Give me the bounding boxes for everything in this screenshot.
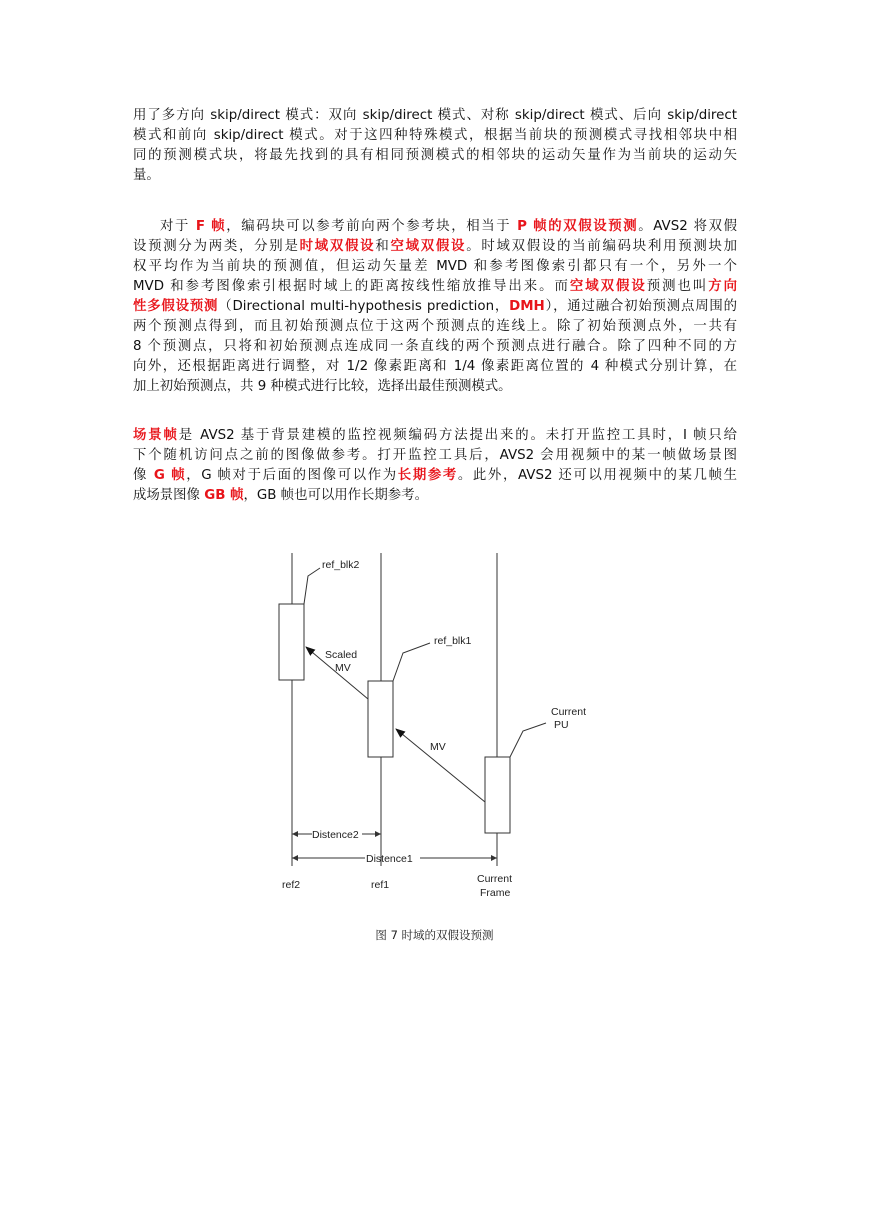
text-run: ），通过融合初始预测点周围的 — [544, 299, 738, 314]
text-run: 设预测分为两类，分别是 — [133, 239, 300, 254]
text-line: 模式和前向 skip/direct 模式。对于这四种特殊模式，根据当前块的预测模式寻找相邻块中相 — [133, 128, 737, 143]
highlight-f-frame: F 帧 — [195, 219, 227, 234]
highlight-gb-frame: GB 帧 — [204, 488, 244, 503]
distence2-arrow-right — [375, 831, 381, 837]
current-pu-leader — [510, 723, 546, 757]
text-run: ，G 帧对于后面的图像可以作为 — [186, 468, 398, 483]
text-run: 对于 — [160, 219, 196, 234]
highlight-spatial-dual-hypothesis: 空域双假设 — [569, 279, 647, 294]
ref1-label: ref1 — [371, 879, 390, 891]
distence1-label: Distence1 — [366, 853, 413, 865]
text-run: ，编码块可以参考前向两个参考块，相当于 — [226, 219, 518, 234]
paragraph-scene-frame — [133, 426, 737, 506]
text-run: ，GB 帧也可以用作长期参考。 — [243, 488, 428, 503]
distence1-arrow-left — [292, 855, 298, 861]
text-run: 。时域双假设的当前编码块利用预测块加 — [466, 239, 738, 254]
text-line: 量。 — [133, 168, 160, 183]
text-run: 和 — [375, 239, 391, 254]
temporal-dual-hypothesis-diagram — [270, 548, 610, 908]
text-run: 成场景图像 — [133, 488, 205, 503]
highlight-multi-hypothesis: 性多假设预测 — [133, 299, 219, 314]
text-line: 两个预测点得到，而且初始预测点位于这两个预测点的连线上。除了初始预测点外，一共有 — [133, 319, 737, 334]
text-line — [133, 486, 737, 506]
mv-label: MV — [430, 741, 446, 753]
diagram-svg — [270, 548, 610, 908]
current-frame-label-line2: Frame — [480, 887, 511, 899]
text-line — [133, 426, 737, 446]
text-line: 权平均作为当前块的预测值，但运动矢量差 MVD 和参考图像索引都只有一个，另外一个 — [133, 259, 737, 274]
distence2-label: Distence2 — [312, 829, 359, 841]
text-line: 用了多方向 skip/direct 模式：双向 skip/direct 模式、对称 skip/direct 模式、后向 skip/direct — [133, 108, 737, 123]
highlight-spatial-dual-hypothesis: 空域双假设 — [390, 239, 467, 254]
text-run: 预测也叫 — [646, 279, 709, 294]
text-run: MVD 和参考图像索引根据时域上的距离按线性缩放推导出来。而 — [133, 279, 570, 294]
text-run: 。AVS2 将双假 — [638, 219, 737, 234]
ref-blk1-leader — [393, 643, 430, 681]
text-line — [133, 217, 737, 237]
text-run: 。此外，AVS2 还可以用视频中的某几帧生 — [457, 468, 737, 483]
text-line — [133, 297, 737, 317]
ref-blk1-block — [368, 681, 393, 757]
highlight-scene-frame: 场景帧 — [133, 428, 179, 443]
paragraph-skip-direct — [133, 106, 737, 186]
highlight-directional: 方向 — [708, 279, 738, 294]
highlight-temporal-dual-hypothesis: 时域双假设 — [299, 239, 376, 254]
ref-blk1-label: ref_blk1 — [434, 635, 472, 647]
distence1-arrow-right — [491, 855, 497, 861]
text-line — [133, 277, 737, 297]
ref-blk2-leader — [304, 568, 320, 604]
paragraph-f-frame — [133, 217, 737, 397]
current-pu-block — [485, 757, 510, 833]
text-line: 8 个预测点，只将和初始预测点连成同一条直线的两个预测点进行融合。除了四种不同的方 — [133, 339, 737, 354]
text-line: 向外，还根据距离进行调整，对 1/2 像素距离和 1/4 像素距离位置的 4 种模式分别计算，在 — [133, 359, 737, 374]
mv-arrow — [396, 729, 485, 802]
text-run: （Directional multi-hypothesis prediction， — [218, 299, 510, 314]
highlight-dmh: DMH — [509, 299, 545, 314]
scaled-mv-label-line1: Scaled — [325, 649, 358, 661]
current-frame-label-line1: Current — [477, 873, 513, 885]
highlight-long-term-reference: 长期参考 — [397, 468, 458, 483]
distence2-arrow-left — [292, 831, 298, 837]
current-pu-label-line1: Current — [551, 706, 587, 718]
text-line: 加上初始预测点，共 9 种模式进行比较，选择出最佳预测模式。 — [133, 379, 512, 394]
highlight-g-frame: G 帧 — [153, 468, 187, 483]
current-pu-label-line2: PU — [554, 719, 569, 731]
text-line — [133, 237, 737, 257]
ref-blk2-label: ref_blk2 — [322, 559, 360, 571]
highlight-p-frame-dual-hypothesis: P 帧的双假设预测 — [517, 219, 639, 234]
figure-caption: 图 7 时域的双假设预测 — [375, 928, 494, 942]
text-run: 是 AVS2 基于背景建模的监控视频编码方法提出来的。未打开监控工具时，I 帧只给 — [178, 428, 738, 443]
ref-blk2-block — [279, 604, 304, 680]
text-run: 像 — [133, 468, 154, 483]
ref2-label: ref2 — [282, 879, 301, 891]
scaled-mv-label-line2: MV — [335, 662, 351, 674]
text-line: 同的预测模式块，将最先找到的具有相同预测模式的相邻块的运动矢量作为当前块的运动矢 — [133, 148, 737, 163]
text-line: 下个随机访问点之前的图像做参考。打开监控工具后，AVS2 会用视频中的某一帧做场景图 — [133, 448, 737, 463]
text-line — [133, 466, 737, 486]
